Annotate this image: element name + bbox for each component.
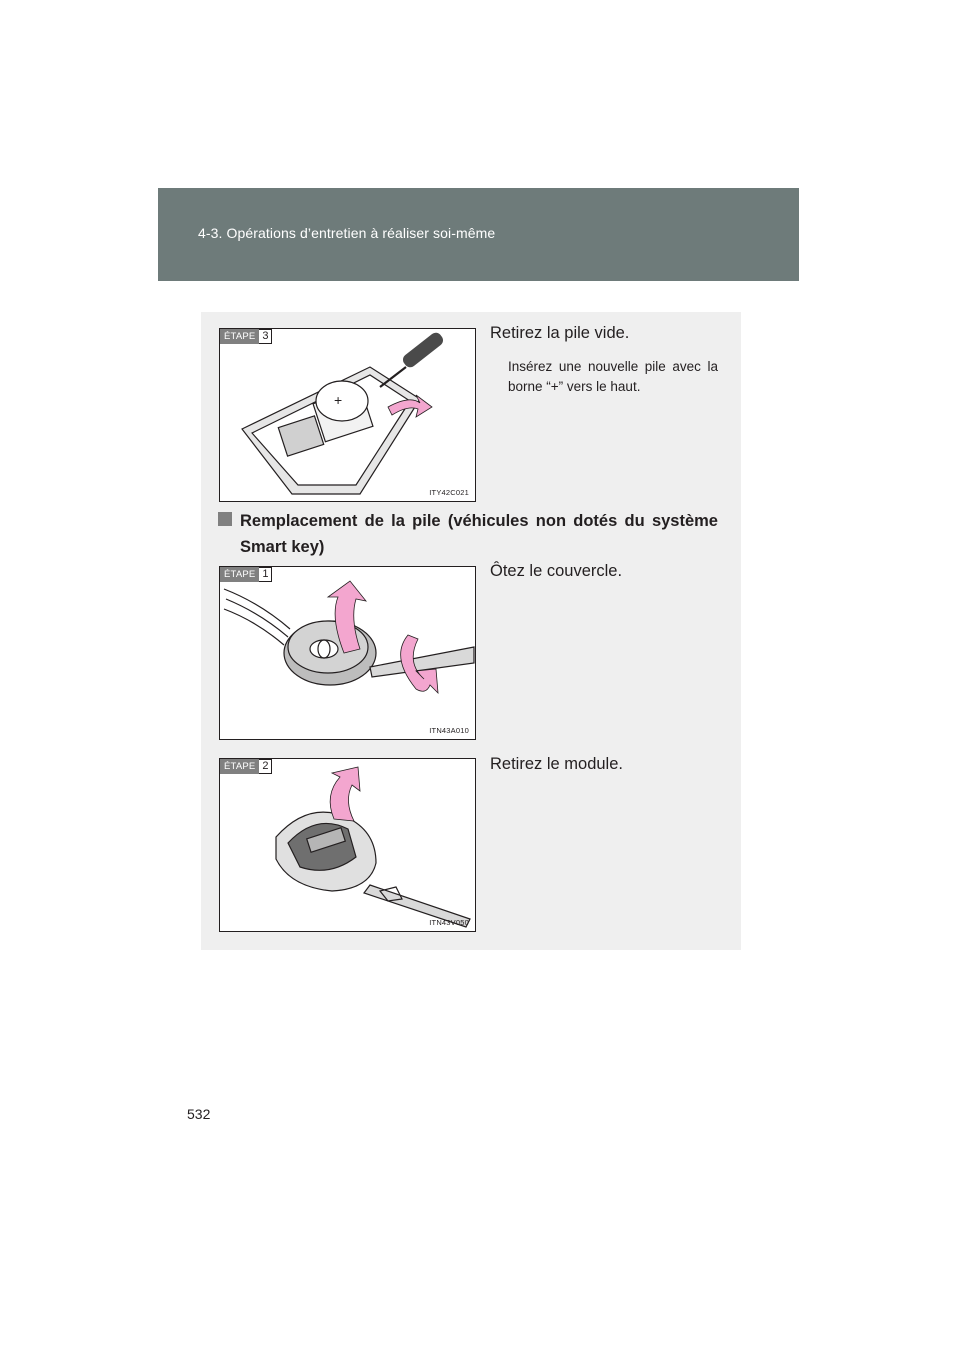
step-number: 2 [259, 759, 272, 774]
figure-remove-cover [219, 566, 476, 740]
section-heading [218, 508, 718, 560]
step-note: Insérez une nouvelle pile avec la borne “+” vers le haut. [508, 359, 718, 394]
module-removal-illustration [220, 759, 475, 931]
step-instruction: Retirez le module. [490, 755, 623, 773]
step-number: 3 [259, 329, 272, 344]
step-instruction: Ôtez le couvercle. [490, 562, 623, 580]
figure-code: ITY42C021 [429, 488, 469, 497]
figure-remove-module [219, 758, 476, 932]
step-instruction: Retirez la pile vide. [490, 324, 630, 342]
step-number: 1 [259, 567, 272, 582]
step-label: ÉTAPE [220, 567, 259, 582]
chapter-title: 4-3. Opérations d’entretien à réaliser soi-même [198, 225, 496, 241]
battery-removal-illustration [220, 329, 475, 501]
step-label: ÉTAPE [220, 329, 259, 344]
chapter-header [158, 188, 799, 281]
step-badge [220, 759, 272, 774]
step-badge [220, 329, 272, 344]
figure-code: ITN43V050 [429, 918, 469, 927]
figure-code: ITN43A010 [429, 726, 469, 735]
figure-remove-battery [219, 328, 476, 502]
step-label: ÉTAPE [220, 759, 259, 774]
section-title: Remplacement de la pile (véhicules non dotés du système Smart key) [240, 512, 718, 556]
page-number: 532 [187, 1106, 211, 1122]
square-bullet-icon [218, 512, 232, 526]
svg-text:+: + [334, 392, 343, 408]
step-badge [220, 567, 272, 582]
cover-removal-illustration [220, 567, 475, 739]
